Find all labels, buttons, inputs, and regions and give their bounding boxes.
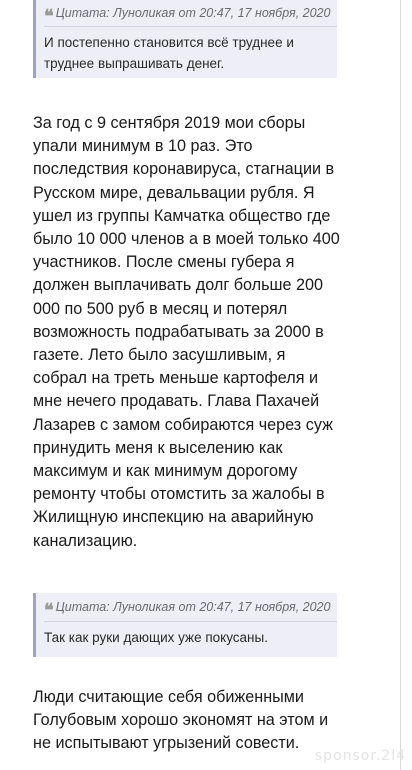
- quote-text: Так как руки дающих уже покусаны.: [44, 630, 268, 645]
- quote-header: [44, 0, 337, 27]
- post-paragraph: За год с 9 сентября 2019 мои сборы упали минимум в 10 раз. Это последствия коронавируса, стагнации в Русском мире, девальвации рубля. Я ушел из группы Камчатка общество где было 10 000 членов а в моей только 400 участников. После смены губера я должен выплачивать долг больше 200 000 по 500 руб в месяц и потерял возможность подрабатывать за 2000 в газете. Лето было засушливым, я собрал на треть меньше картофеля и мне нечего продавать. Глава Пахачей Лазарев с замом собираются через суж принудить меня к выселению как максимум и как минимум дорогому ремонту чтобы отомстить за жалобы в Жилищную инспекцию на аварийную канализацию.: [33, 114, 340, 550]
- quote-header: [44, 593, 337, 622]
- quote-block: [33, 0, 337, 78]
- quote-attribution: Цитата: Луноликая от 20:47, 17 ноября, 2020: [55, 6, 331, 20]
- post-paragraph: Люди считающие себя обиженными Голубовым хорошо экономят на этом и не испытывают угрызений совести.: [33, 688, 329, 753]
- quote-text: И постепенно становится всё труднее и труднее выпрашивать денег.: [44, 35, 294, 71]
- watermark: sponsor.2l4: [314, 748, 406, 764]
- quote-block: [33, 593, 337, 657]
- quote-icon: ❝: [44, 600, 52, 621]
- quote-icon: ❝: [44, 6, 52, 27]
- quote-attribution: Цитата: Луноликая от 20:47, 17 ноября, 2020: [55, 600, 331, 614]
